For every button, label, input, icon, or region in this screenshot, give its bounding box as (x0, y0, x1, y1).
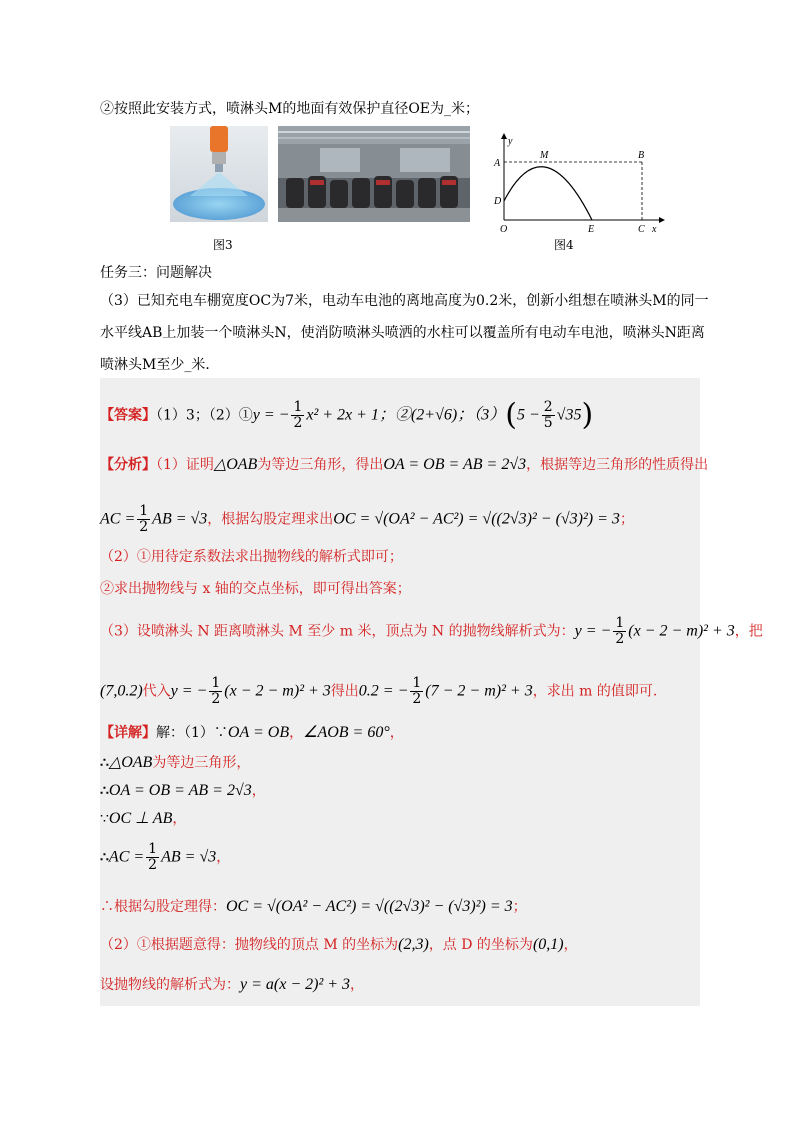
detail-frac-half: $\frac{1}{2}$ (148, 841, 158, 873)
analysis-frac-half-2: $\frac{1}{2}$ (615, 615, 625, 647)
sprinkler-nozzle (215, 164, 223, 172)
analysis-line-2: AC = $\frac{1}{2}$ AB = √3，根据勾股定理求出OC = √(OA² − AC²) = √((2√3)² − (√3)²) = 3； (100, 503, 634, 535)
detail-tag: 【详解】 (100, 725, 156, 741)
label-M: M (540, 150, 549, 161)
answer-part-1: （1）3；（2）① (156, 407, 253, 424)
analysis-frac-half-4: $\frac{1}{2}$ (412, 675, 422, 707)
label-y: y (508, 136, 513, 147)
parking-window (320, 148, 360, 172)
label-B: B (638, 150, 645, 161)
detail-line-1: 【详解】解：（1）∵OA = OB，∠AOB = 60°， (100, 724, 404, 741)
answer-root-35: √35 (556, 406, 582, 424)
label-D: D (494, 196, 502, 207)
figure-3-photos (170, 126, 470, 222)
parabola (504, 167, 592, 220)
detail-line-7: （2）①根据题意得：抛物线的顶点 M 的坐标为(2,3)，点 D 的坐标为(0,1)， (100, 936, 578, 953)
detail-line-6: ∴根据勾股定理得：OC = √(OA² − AC²) = √((2√3)² − (√3)²) = 3； (100, 898, 527, 915)
label-A: A (494, 158, 501, 169)
detail-line-3: ∴OA = OB = AB = 2√3， (100, 782, 266, 799)
figure-3 (170, 126, 470, 222)
answer-line: 【答案】（1）3；（2）①y = − $\frac{1}{2}$ x² + 2x + 1；②(2+√6)；（3）(5 − $\frac{2}{5}$ √35) (100, 397, 594, 433)
figure-4 (488, 130, 670, 236)
sprinkler-pipe (210, 126, 228, 152)
question-3-line-2: 水平线AB上加装一个喷淋头N，使消防喷淋头喷洒的水柱可以覆盖所有电动车电池，喷淋头N距离 (100, 325, 705, 341)
answer-frac-half: $\frac{1}{2}$ (293, 399, 303, 431)
answer-eq-lhs: y = − (252, 406, 290, 424)
analysis-line-6: (7,0.2)代入y = − $\frac{1}{2}$ (x − 2 − m)² + 3得出0.2 = − $\frac{1}{2}$ (7 − 2 − m)² + 3，求出 m 的值即可. (100, 675, 658, 707)
answer-eq-rest: x² + 2x + 1；② (306, 406, 411, 424)
analysis-line-4: ②求出抛物线与 x 轴的交点坐标，即可得出答案； (100, 581, 411, 597)
analysis-frac-half: $\frac{1}{2}$ (139, 503, 149, 535)
question-3-line-3: 喷淋头M至少_米． (100, 357, 220, 373)
question-2-sub: ②按照此安装方式，喷淋头M的地面有效保护直径OE为_米； (100, 101, 480, 117)
label-C: C (638, 224, 645, 235)
analysis-frac-half-3: $\frac{1}{2}$ (211, 675, 221, 707)
question-3-line-1: （3）已知充电车棚宽度OC为7米，电动车电池的离地高度为0.2米，创新小组想在喷淋头M的同一 (100, 293, 709, 309)
figure-4-diagram (488, 130, 670, 236)
parking-window-2 (400, 148, 450, 172)
label-O: O (500, 224, 508, 235)
sprinkler-head (212, 152, 226, 164)
analysis-line-5: （3）设喷淋头 N 距离喷淋头 M 至少 m 米，顶点为 N 的抛物线解析式为：y = − $\frac{1}{2}$ (x − 2 − m)² + 3，把 (100, 615, 763, 647)
label-x: x (652, 224, 657, 235)
parking-floor (278, 208, 470, 222)
answer-tag: 【答案】 (100, 407, 156, 424)
label-E: E (588, 224, 595, 235)
parking-roof (278, 126, 470, 144)
answer-frac-two-fifths: $\frac{2}{5}$ (543, 399, 553, 431)
figure-4-caption: 图4 (554, 238, 574, 252)
detail-line-5: ∴AC = $\frac{1}{2}$ AB = √3， (100, 841, 231, 873)
analysis-line-3: （2）①用待定系数法求出抛物线的解析式即可； (100, 549, 403, 565)
figure-3-caption: 图3 (213, 238, 233, 252)
answer-part-2: (2+√6)；（3） (410, 406, 506, 424)
answer-part-3: 5 − (516, 406, 540, 424)
analysis-line-1: 【分析】（1）证明△OAB为等边三角形，得出OA = OB = AB = 2√3，根据等边三角形的性质得出 (100, 456, 709, 473)
detail-line-8: 设抛物线的解析式为：y = a(x − 2)² + 3， (100, 976, 365, 993)
task-3-heading: 任务三：问题解决 (100, 265, 212, 281)
detail-line-4: ∵OC ⊥ AB， (100, 810, 187, 827)
analysis-tag: 【分析】 (100, 457, 156, 473)
detail-line-2: ∴△OAB为等边三角形， (100, 754, 251, 771)
